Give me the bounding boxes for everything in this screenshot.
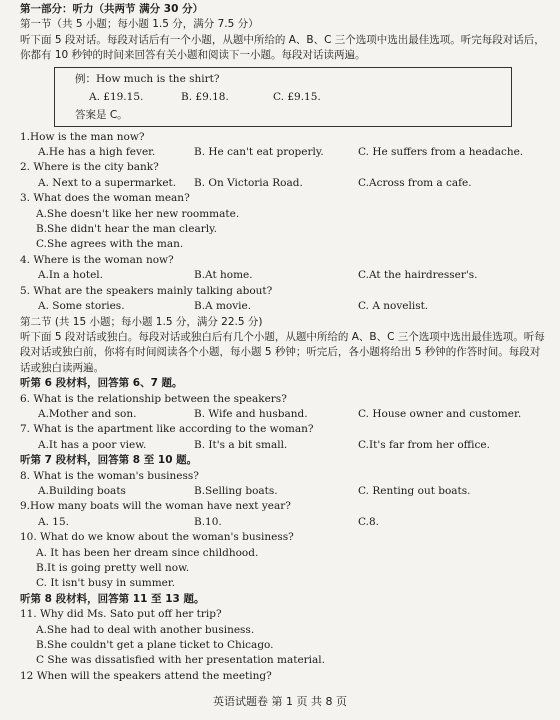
option-row	[20, 484, 546, 499]
option-b: B.Selling boats.	[194, 484, 278, 497]
example-option-a: A. £19.15.	[89, 90, 144, 103]
material-6-heading: 听第 6 段材料，回答第 6、7 题。	[20, 377, 183, 390]
option-b: B.She didn't hear the man clearly.	[36, 223, 217, 236]
option-a: A.In a hotel.	[38, 269, 103, 282]
option-a: A. It has been her dream since childhood.	[36, 546, 259, 559]
option-a: A. Next to a supermarket.	[38, 176, 177, 189]
question-stem: 11. Why did Ms. Sato put off her trip?	[20, 608, 222, 621]
option-b: B.A movie.	[194, 300, 252, 313]
option-b: B. It's a bit small.	[194, 438, 288, 451]
option-row	[20, 176, 546, 191]
example-option-b: B. £9.18.	[181, 90, 229, 103]
example-option-c: C. £9.15.	[273, 90, 321, 103]
section1-instructions: 听下面 5 段对话。每段对话后有一个小题，从题中所给的 A、B、C 三个选项中选出最佳选项。听完每段对话后，你都有 10 秒钟的时间来回答有关小题和阅读下一小题。每段对话读两遍。	[20, 33, 545, 62]
option-b: B. He can't eat properly.	[194, 146, 324, 159]
example-options	[75, 88, 501, 106]
option-row	[20, 407, 546, 422]
option-a: A.Building boats	[38, 484, 126, 497]
page-footer: 英语试题卷 第 1 页 共 8 页	[213, 695, 347, 708]
option-a: A.She doesn't like her new roommate.	[36, 207, 240, 220]
option-b: B.It is going pretty well now.	[36, 562, 190, 574]
option-c: C. It isn't busy in summer.	[36, 577, 176, 590]
question-stem: 8. What is the woman's business?	[20, 469, 199, 482]
question-stem: 6. What is the relationship between the speakers?	[20, 392, 287, 405]
option-a: A.Mother and son.	[38, 407, 137, 420]
option-c: C.It's far from her office.	[358, 438, 490, 451]
example-answer: 答案是 C。	[75, 108, 128, 121]
option-row	[20, 145, 546, 160]
option-b: B. On Victoria Road.	[194, 176, 303, 189]
option-a: A. Some stories.	[38, 300, 125, 313]
option-row	[20, 515, 546, 530]
option-b: B. Wife and husband.	[194, 407, 308, 420]
option-row	[20, 268, 546, 283]
option-c: C.Across from a cafe.	[358, 176, 472, 189]
section2-title: 第二节 (共 15 小题；每小题 1.5 分，满分 22.5 分)	[20, 315, 263, 328]
example-question: 例：How much is the shirt?	[75, 72, 220, 85]
option-a: A.It has a poor view.	[38, 438, 147, 451]
option-a: A.She had to deal with another business.	[36, 623, 255, 636]
section1-title: 第一节（共 5 小题；每小题 1.5 分，满分 7.5 分）	[20, 18, 259, 31]
option-c: C.At the hairdresser's.	[358, 269, 478, 282]
option-row	[20, 438, 546, 453]
option-c: C.8.	[358, 515, 380, 528]
question-stem: 1.How is the man now?	[20, 130, 145, 143]
question-stem: 2. Where is the city bank?	[20, 161, 159, 174]
option-c: C. He suffers from a headache.	[358, 146, 524, 159]
option-c: C She was dissatisfied with her presentation material.	[36, 654, 325, 667]
question-stem: 7. What is the apartment like according to the woman?	[20, 423, 314, 436]
section2-instructions: 听下面 5 段对话或独白。每段对话或独白后有几个小题，从题中所给的 A、B、C 三个选项中选出最佳选项。听每段对话或独白前，你将有时间阅读各个小题，每小题 5 秒钟；听完后，各小题将给出 5 秒钟的作答时间。每段对话或独白读两遍。	[20, 330, 545, 374]
option-c: C. Renting out boats.	[358, 484, 471, 497]
option-c: C. House owner and customer.	[358, 407, 522, 420]
part1-header: 第一部分：听力（共两节 满分 30 分）	[20, 3, 204, 15]
material-7-heading: 听第 7 段材料，回答第 8 至 10 题。	[20, 454, 198, 467]
option-c: C. A novelist.	[358, 300, 429, 313]
option-a: A.He has a high fever.	[38, 146, 156, 159]
example-box	[54, 67, 512, 127]
material-8-heading: 听第 8 段材料，回答第 11 至 13 题。	[20, 592, 205, 605]
question-stem: 9.How many boats will the woman have next year?	[20, 500, 291, 513]
question-stem: 5. What are the speakers mainly talking about?	[20, 284, 273, 297]
option-b: B.At home.	[194, 269, 253, 282]
question-stem: 4. Where is the woman now?	[20, 253, 174, 266]
question-stem: 3. What does the woman mean?	[20, 192, 190, 205]
question-stem: 10. What do we know about the woman's business?	[20, 531, 294, 544]
option-a: A. 15.	[38, 515, 69, 528]
option-row	[20, 299, 546, 314]
option-c: C.She agrees with the man.	[36, 238, 184, 251]
question-stem: 12 When will the speakers attend the meeting?	[20, 669, 272, 682]
option-b: B.She couldn't get a plane ticket to Chicago.	[36, 639, 274, 652]
option-b: B.10.	[194, 515, 222, 528]
